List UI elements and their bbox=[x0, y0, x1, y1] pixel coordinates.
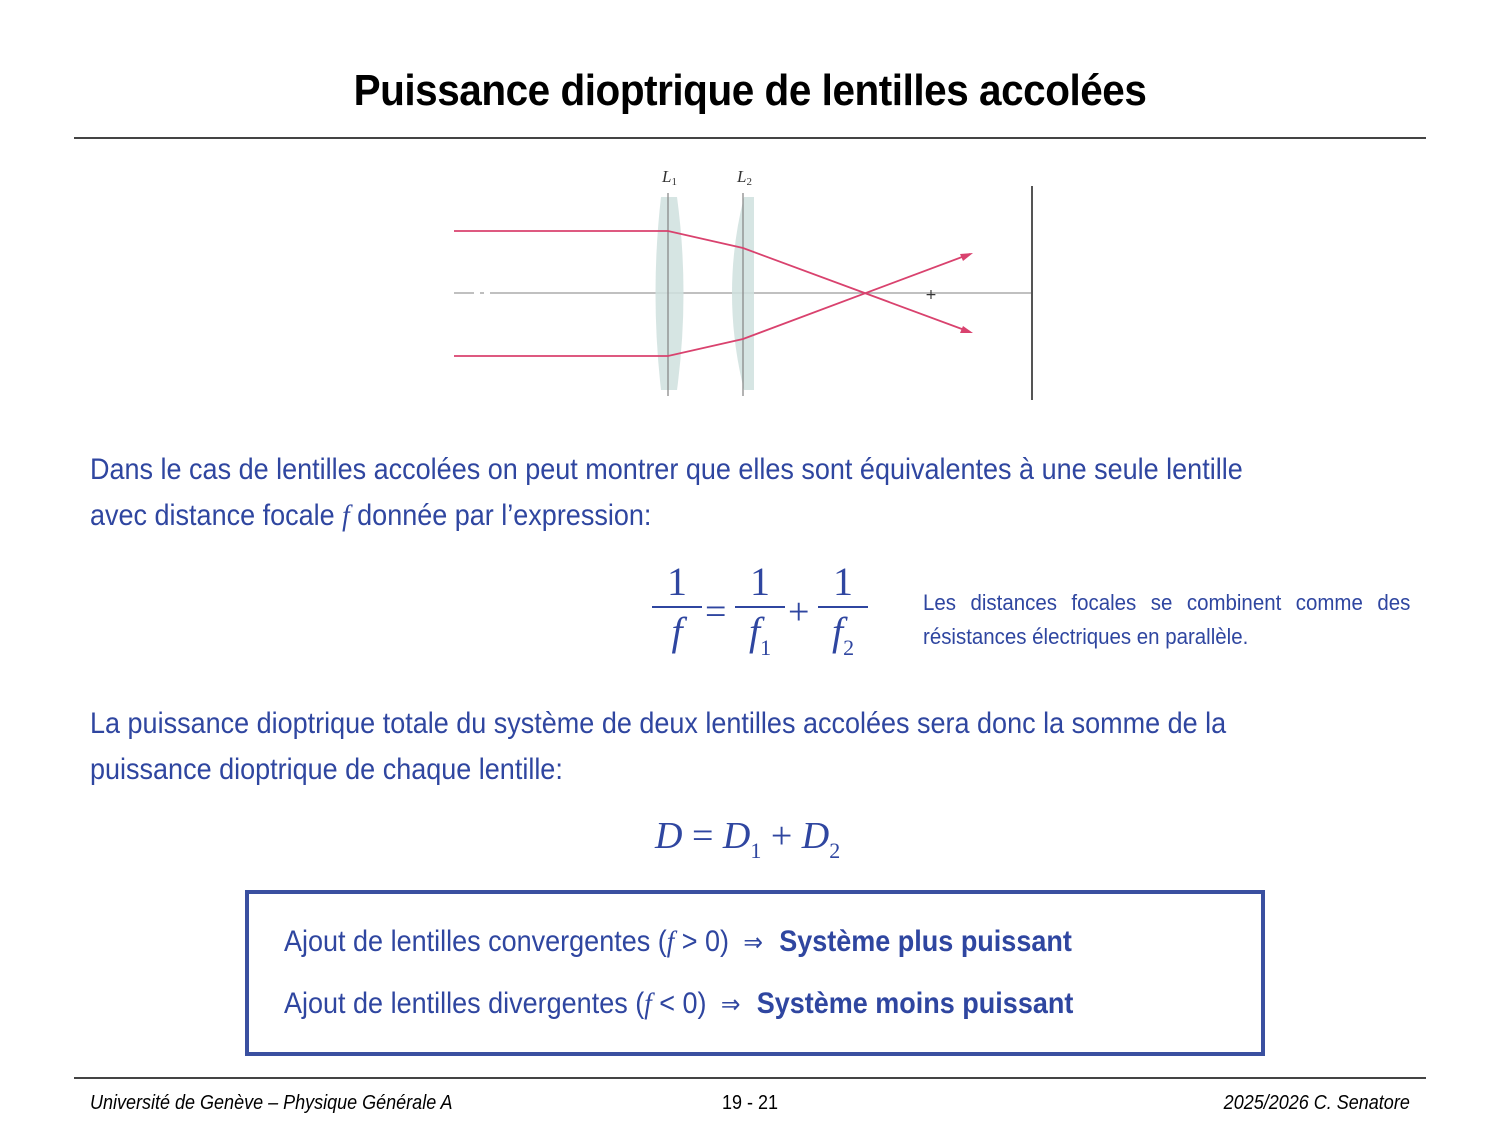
summary-line-convergent: Ajout de lentilles convergentes (f > 0) ⇒ Système plus puissant bbox=[284, 925, 1072, 958]
lens-label-l2: L2 bbox=[737, 167, 752, 188]
summary-box bbox=[245, 890, 1265, 1056]
focal-point-marker: + bbox=[925, 287, 937, 303]
fraction-lhs: 1 f bbox=[652, 562, 702, 652]
fraction-term1: 1 $f_1$ bbox=[735, 562, 785, 668]
lens-combination-formula bbox=[650, 559, 880, 677]
focal-length-var: f bbox=[342, 499, 350, 532]
dioptric-power-formula: $D = D_1 + D_2$ bbox=[655, 815, 841, 863]
lens-l1-icon bbox=[656, 197, 684, 390]
lens-diagram bbox=[440, 160, 1060, 420]
title-divider bbox=[74, 137, 1426, 139]
footer-author: 2025/2026 C. Senatore bbox=[1223, 1092, 1410, 1114]
footer-page-number: 19 - 21 bbox=[721, 1092, 779, 1114]
implies-arrow-icon: ⇒ bbox=[743, 928, 764, 958]
summary-line-divergent: Ajout de lentilles divergentes (f < 0) ⇒ Système moins puissant bbox=[284, 987, 1074, 1020]
power-paragraph: La puissance dioptrique totale du système de deux lentilles accolées sera donc la somme de la puissance dioptrique de chaque lentille: bbox=[90, 707, 1227, 786]
arrowhead-icon bbox=[960, 253, 973, 261]
parallel-resistance-note: Les distances focales se combinent comme des résistances électriques en parallèle. bbox=[923, 590, 1411, 649]
plus-sign: + bbox=[788, 591, 810, 633]
implies-arrow-icon: ⇒ bbox=[720, 990, 741, 1020]
equals-sign: = bbox=[705, 591, 727, 633]
footer-divider bbox=[74, 1077, 1426, 1079]
intro-paragraph: Dans le cas de lentilles accolées on peut montrer que elles sont équivalentes à une seule lentille avec distance focale f donnée par l’expression: bbox=[90, 453, 1243, 532]
slide-title: Puissance dioptrique de lentilles accolées bbox=[353, 66, 1147, 115]
arrowhead-icon bbox=[960, 326, 973, 333]
fraction-term2: 1 $f_2$ bbox=[818, 562, 868, 668]
lens-label-l1: L1 bbox=[662, 167, 677, 188]
footer-institution: Université de Genève – Physique Générale A bbox=[90, 1092, 453, 1114]
